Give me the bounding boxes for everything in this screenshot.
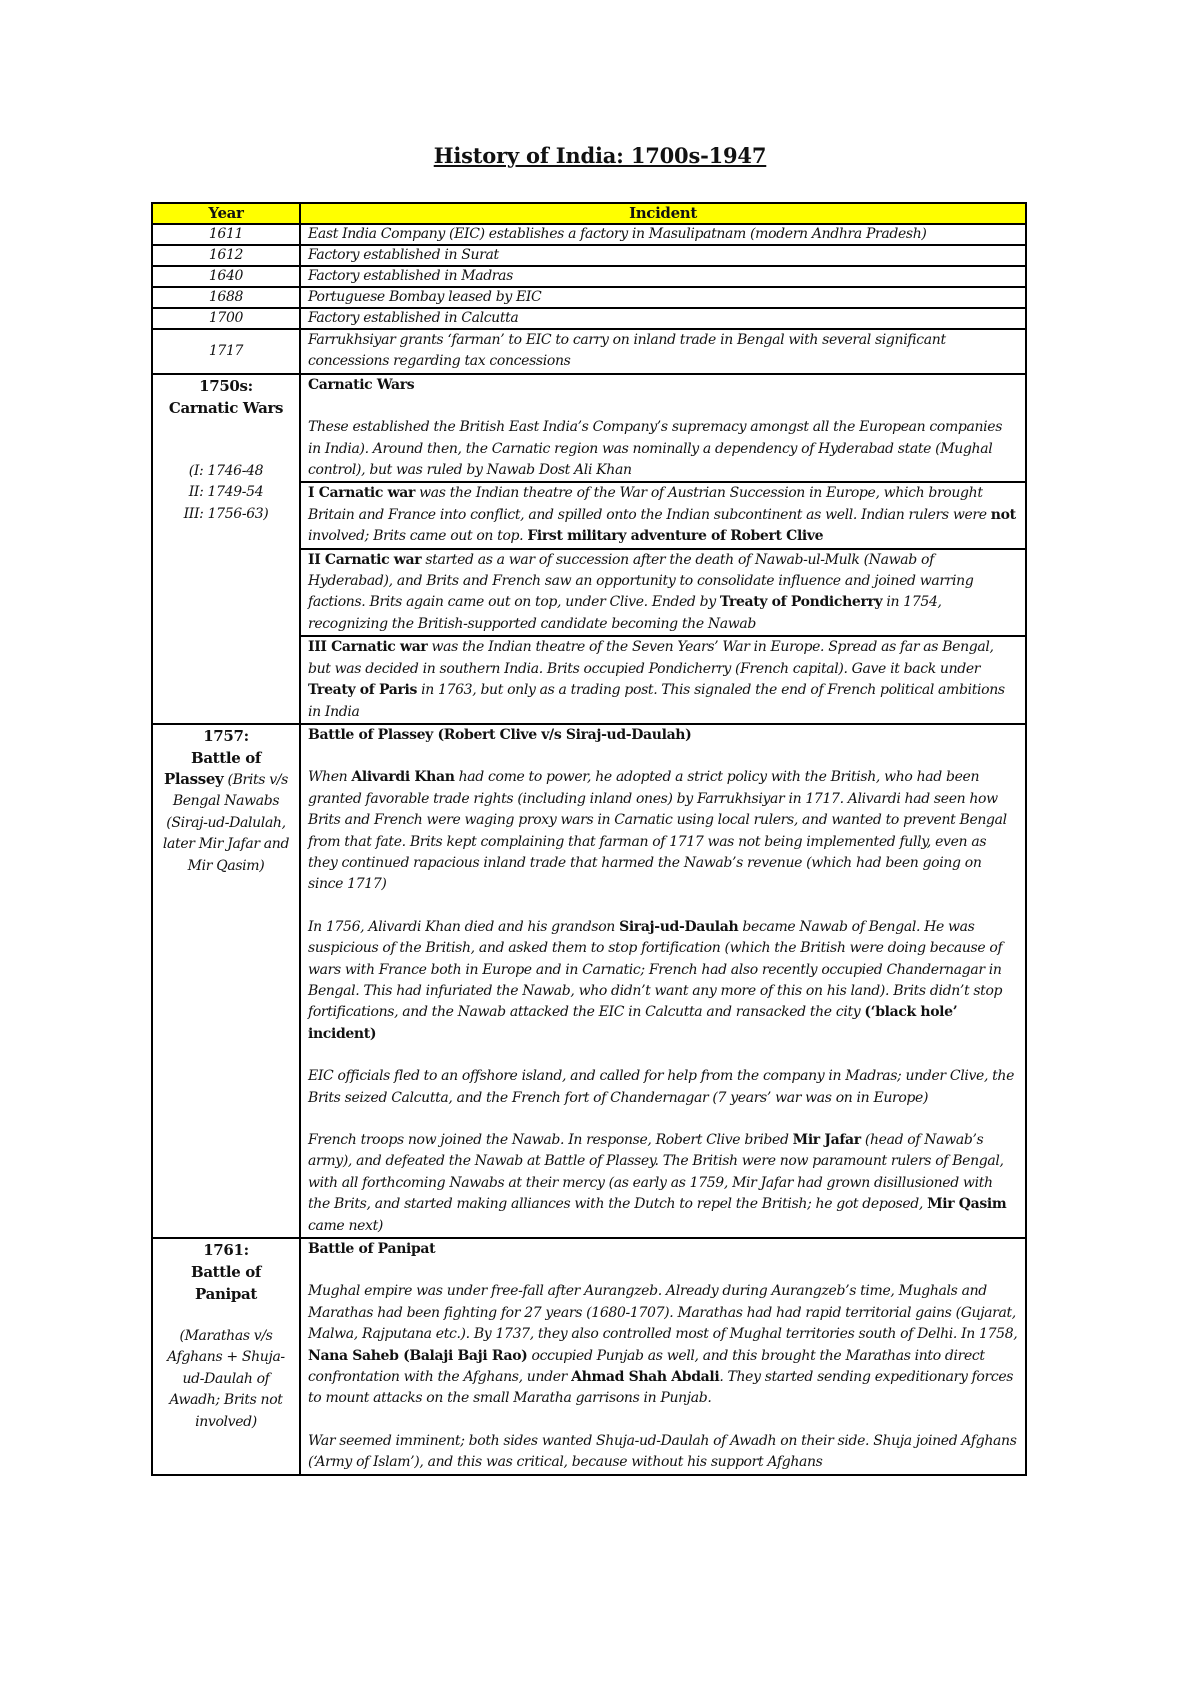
carnatic-war-3-treaty: Treaty of Paris <box>308 682 418 699</box>
table-row-plassey <box>152 724 1026 1238</box>
table-row <box>152 287 1026 308</box>
carnatic-side-sub-3: III: 1756-63) <box>183 505 269 522</box>
history-table <box>151 202 1027 1476</box>
carnatic-heading: Carnatic Wars <box>308 376 415 393</box>
plassey-p4-a: French troops now joined the Nawab. In response, Robert Clive bribed <box>308 1132 793 1148</box>
panipat-p1-d: . They started sending expeditionary forces to mount attacks on the small Maratha garrisons in Punjab. <box>308 1369 1014 1407</box>
row-year: 1612 <box>152 245 300 266</box>
carnatic-year-cell <box>152 374 300 724</box>
plassey-heading: Battle of Plassey (Robert Clive v/s Siraj-ud-Daulah) <box>308 726 692 743</box>
carnatic-war-1-not: not <box>990 506 1016 523</box>
plassey-p4-mir-jafar: Mir Jafar <box>792 1132 861 1148</box>
plassey-side-1: 1757: <box>203 726 249 745</box>
carnatic-war-1-text-a: was the Indian theatre of the War of Austrian Succession in Europe, which brought Britain and France into conflict, and spilled onto the Indian subcontinent as well. Indian rulers were <box>308 485 991 523</box>
table-header-row <box>152 203 1026 224</box>
carnatic-war-2-treaty: Treaty of Pondicherry <box>719 594 883 611</box>
panipat-side-2: Battle of <box>190 1263 262 1282</box>
plassey-p2-c: became Nawab of Bengal. He was suspicious of the British, and asked them to stop fortification (which the British were doing because of wars with France both in Europe and in Carnatic; French had also recently occupied Chandernagar in Bengal. This had infuriated the Nawab, who didn’t want any more of this on his land). Brits didn’t stop fortifications, and the Nawab attacked the EIC in Calcutta and ransacked the city <box>308 918 1003 1021</box>
carnatic-intro: These established the British East India’s Company’s supremacy amongst all the European companies in India). Around then, the Carnatic region was nominally a dependency of Hyderabad state (Mughal control), but was ruled by Nawab Dost Ali Khan <box>308 419 1003 479</box>
plassey-p1-a: When <box>308 769 352 786</box>
panipat-p1-a: Mughal empire was under free-fall after Aurangzeb. Already during Aurangzeb’s time, Mughals and Marathas had been fighting for 27 years (1680-1707). Marathas had had rapid territorial gains (Gujarat, Malwa, Rajputana etc.). By 1737, they also controlled most of Mughal territories south of Delhi. In 1758, <box>308 1283 1018 1343</box>
table-row <box>152 329 1026 374</box>
plassey-p4-c: (head of Nawab’s army), and defeated the Nawab at Battle of Plassey. The British were now paramount rulers of Bengal, with all forthcoming Nawabs at their mercy (as early as 1759, Mir Jafar had grown disillusioned with the Brits, and started making alliances with the Dutch to repel the British; he got deposed, <box>308 1132 1004 1213</box>
carnatic-side-title-2: Carnatic Wars <box>168 398 284 417</box>
panipat-side-sub: (Marathas v/s Afghans + Shuja-ud-Daulah of Awadh; Brits not involved) <box>167 1328 285 1430</box>
carnatic-side-sub-2: II: 1749-54 <box>188 484 264 501</box>
plassey-p2-siraj: Siraj-ud-Daulah <box>619 918 739 935</box>
carnatic-intro-cell <box>300 374 1026 483</box>
row-incident: Factory established in Madras <box>300 266 1026 287</box>
plassey-para-2 <box>308 917 1018 1045</box>
panipat-cell <box>300 1238 1026 1475</box>
carnatic-war-1-text-b: involved; Brits came out on top. <box>308 528 528 545</box>
panipat-p1-nana-saheb: Nana Saheb (Balaji Baji Rao) <box>308 1347 528 1364</box>
plassey-p2-a: In 1756, Alivardi Khan died and his grandson <box>308 918 620 935</box>
carnatic-war-2-label: II Carnatic war <box>308 551 422 568</box>
plassey-para-4 <box>308 1130 1018 1237</box>
row-year: 1717 <box>152 329 300 374</box>
carnatic-war-2-cell <box>300 549 1026 637</box>
carnatic-war-3-text-b: in 1763, but only as a trading post. This signaled the end of French political ambitions in India <box>308 682 1005 720</box>
plassey-para-3: EIC officials fled to an offshore island, and called for help from the company in Madras; under Clive, the Brits seized Calcutta, and the French fort of Chandernagar (7 years’ war was on in Europe) <box>308 1068 1015 1106</box>
carnatic-war-3-cell <box>300 636 1026 724</box>
header-incident: Incident <box>300 203 1026 224</box>
plassey-p4-mir-qasim: Mir Qasim <box>927 1196 1007 1213</box>
panipat-heading: Battle of Panipat <box>308 1241 436 1258</box>
page-title: History of India: 1700s-1947 <box>433 143 767 168</box>
plassey-p1-c: had come to power, he adopted a strict policy with the British, who had been granted favorable trade rights (including inland ones) by Farrukhsiyar in 1717. Alivardi had seen how Brits and French were waging proxy wars in Carnatic using local rulers, and wanted to prevent Bengal from that fate. Brits kept complaining that farman of 1717 was not being implemented fully, even as they continued rapacious inland trade that harmed the Nawab’s revenue (which had been going on since 1717) <box>308 769 1007 893</box>
plassey-side-2: Battle of <box>190 748 262 767</box>
carnatic-war-2-text-b: in 1754, recognizing the British-supported candidate becoming the Nawab <box>308 594 942 632</box>
row-incident: Factory established in Calcutta <box>300 308 1026 329</box>
table-row <box>152 224 1026 245</box>
header-year: Year <box>152 203 300 224</box>
row-year: 1640 <box>152 266 300 287</box>
panipat-p1-abdali: Ahmad Shah Abdali <box>571 1369 720 1386</box>
panipat-side-3: Panipat <box>195 1285 257 1304</box>
plassey-p4-d: came next) <box>308 1217 383 1234</box>
panipat-side-1: 1761: <box>203 1241 249 1260</box>
plassey-p1-alivardi: Alivardi Khan <box>351 769 455 786</box>
table-row <box>152 266 1026 287</box>
row-incident: Portuguese Bombay leased by EIC <box>300 287 1026 308</box>
panipat-p1-c: occupied Punjab as well, and this brought the Marathas into direct confrontation with the Afghans, under <box>308 1347 985 1386</box>
plassey-cell <box>300 724 1026 1238</box>
row-incident: Factory established in Surat <box>300 245 1026 266</box>
carnatic-war-1-clive: First military adventure of Robert Clive <box>527 528 824 545</box>
carnatic-war-2-text-a: started as a war of succession after the death of Nawab-ul-Mulk (Nawab of Hyderabad), and Brits and French saw an opportunity to consolidate influence and joined warring factions. Brits again came out on top, under Clive. Ended by <box>308 551 974 611</box>
table-row <box>152 308 1026 329</box>
row-incident: Farrukhsiyar grants ‘farman’ to EIC to carry on inland trade in Bengal with several significant concessions regarding tax concessions <box>300 329 1026 374</box>
panipat-para-2: War seemed imminent; both sides wanted Shuja-ud-Daulah of Awadh on their side. Shuja joined Afghans (‘Army of Islam’), and this was critical, because without his support Afghans <box>308 1432 1017 1471</box>
plassey-p2-black-hole: (‘black hole’ incident) <box>308 1004 958 1042</box>
table-row <box>152 245 1026 266</box>
carnatic-war-1-cell <box>300 482 1026 548</box>
plassey-side-sub: (Brits v/s Bengal Nawabs (Siraj-ud-Dalulah, later Mir Jafar and Mir Qasim) <box>162 771 290 874</box>
carnatic-side-title-1: 1750s: <box>199 376 253 395</box>
row-incident: East India Company (EIC) establishes a factory in Masulipatnam (modern Andhra Pradesh) <box>300 224 1026 245</box>
table-row-carnatic-intro <box>152 374 1026 483</box>
plassey-year-cell <box>152 724 300 1238</box>
carnatic-side-sub-1: (I: 1746-48 <box>188 462 264 479</box>
carnatic-war-3-text-a: was the Indian theatre of the Seven Years’ War in Europe. Spread as far as Bengal, but was decided in southern India. Brits occupied Pondicherry (French capital). Gave it back under <box>308 639 994 677</box>
plassey-side-3: Plassey <box>164 769 224 788</box>
row-year: 1688 <box>152 287 300 308</box>
panipat-para-1 <box>308 1281 1018 1409</box>
panipat-year-cell <box>152 1238 300 1475</box>
plassey-para-1 <box>308 767 1018 895</box>
row-year: 1611 <box>152 224 300 245</box>
carnatic-war-3-label: III Carnatic war <box>308 639 428 656</box>
carnatic-war-1-label: I Carnatic war <box>308 485 416 502</box>
table-row-panipat <box>152 1238 1026 1475</box>
row-year: 1700 <box>152 308 300 329</box>
